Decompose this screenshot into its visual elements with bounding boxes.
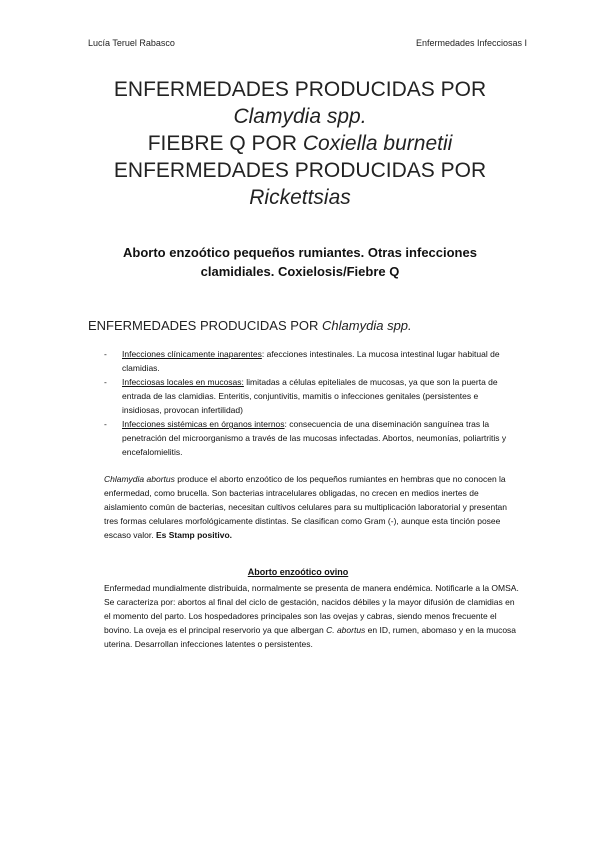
paragraph-chlamydia-abortus <box>104 472 519 542</box>
subsection-heading: Aborto enzoótico ovino <box>247 567 349 577</box>
bullet-text: : consecuencia de una diseminación sanguínea tras la penetración del microorganismo a través de las mucosas infectadas. Abortos, neumonías, poliartritis y encefalomielitis. <box>122 419 507 457</box>
bullet-term: Infecciones clínicamente inaparentes <box>122 349 262 359</box>
bullet-term: Infecciones sistémicas en órganos internos <box>122 419 285 429</box>
title-line-3-prefix: FIEBRE Q POR <box>147 132 303 155</box>
section-heading <box>88 318 412 333</box>
subtitle-line-2: clamidiales. Coxielosis/Fiebre Q <box>200 264 400 279</box>
bullet-text: : afecciones intestinales. La mucosa intestinal lugar habitual de clamidias. <box>122 349 500 373</box>
document-title <box>60 76 540 211</box>
paragraph-2-italic: C. abortus <box>326 625 366 635</box>
title-line-2: Clamydia spp. <box>233 105 367 128</box>
bullet-dash: - <box>104 377 107 387</box>
paragraph-aborto-ovino <box>104 581 519 651</box>
bullet-text: limitadas a células epiteliales de mucosas, ya que son la puerta de entrada de las clamidias. Enteritis, conjuntivitis, mamitis o infecciones genitales (persistentes e insidiosas, provocan infertilidad) <box>122 377 498 415</box>
title-line-1: ENFERMEDADES PRODUCIDAS POR <box>113 78 487 101</box>
paragraph-1-bold: Es Stamp positivo. <box>155 530 233 540</box>
bullet-term: Infecciosas locales en mucosas: <box>122 377 244 387</box>
section-heading-prefix: ENFERMEDADES PRODUCIDAS POR <box>88 318 323 333</box>
bullet-dash: - <box>104 349 107 359</box>
infection-types-list <box>104 347 514 459</box>
header-course: Enfermedades Infecciosas I <box>415 38 527 48</box>
paragraph-2-text-before: Enfermedad mundialmente distribuida, normalmente se presenta de manera endémica. Notificarle a la OMSA. Se caracteriza por: abortos al final del ciclo de gestación, nacidos débiles y la mayor difusión de clamidias en el momento del parto. Los hospedadores principales son las ovejas y cabras, siendo menos frecuente el bovino. La oveja es el principal reservorio ya que albergan <box>104 583 519 635</box>
section-heading-italic: Chlamydia spp. <box>322 318 412 333</box>
subtitle-line-1: Aborto enzoótico pequeños rumiantes. Otras infecciones <box>123 245 477 260</box>
header-author: Lucía Teruel Rabasco <box>88 38 175 48</box>
paragraph-2-text-after: en ID, rumen, abomaso y en la mucosa uterina. Desarrollan infecciones latentes o persistentes. <box>104 625 517 649</box>
title-line-4: ENFERMEDADES PRODUCIDAS POR <box>113 159 487 182</box>
paragraph-1-text: produce el aborto enzoótico de los pequeños rumiantes en hembras que no conocen la enfermedad, como brucella. Son bacterias intracelulares obligadas, no crecen en medios inertes de aislamiento común de bacterias, necesitan cultivos celulares para su multiplicación laboratorial y presentan tres formas celulares morfológicamente distintas. Se clasifican como Gram (-), aunque esta tinción posee escaso valor. <box>104 474 508 540</box>
paragraph-1-italic: Chlamydia abortus <box>104 474 175 484</box>
list-item <box>104 375 514 417</box>
title-line-3-italic: Coxiella burnetii <box>302 132 453 155</box>
list-item <box>104 417 514 459</box>
title-line-5: Rickettsias <box>249 186 351 209</box>
title-line-3 <box>60 130 540 157</box>
document-subtitle <box>70 243 530 281</box>
list-item <box>104 347 514 375</box>
bullet-dash: - <box>104 419 107 429</box>
